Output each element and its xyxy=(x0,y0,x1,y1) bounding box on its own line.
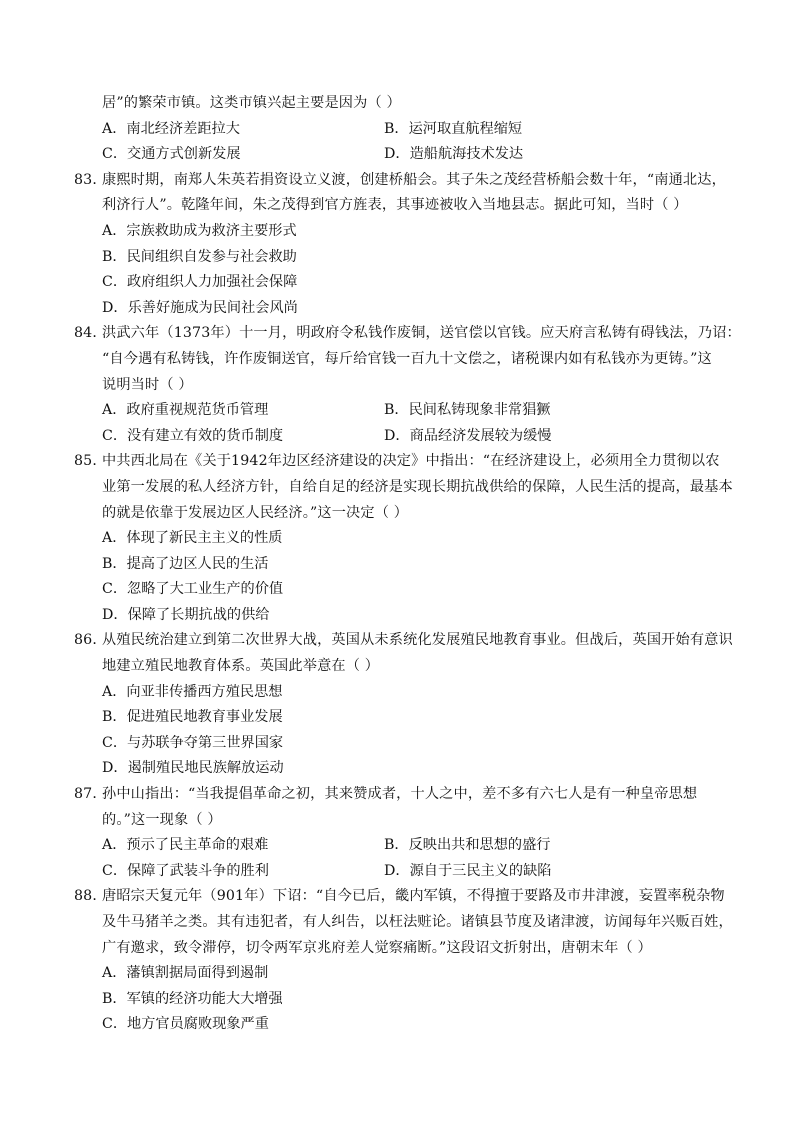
option-b: B．军镇的经济功能大大增强 xyxy=(102,990,283,1007)
question-number: 86． xyxy=(74,632,107,649)
option-b: B．民间私铸现象非常猖獗 xyxy=(384,402,551,419)
option-d: D．源自于三民主义的缺陷 xyxy=(384,862,552,879)
question-text: 从殖民统治建立到第二次世界大战，英国从未系统化发展殖民地教育事业。但战后，英国开始有意识 xyxy=(102,632,733,649)
option-d: D．乐善好施成为民间社会风尚 xyxy=(102,299,298,316)
question-85-line-2: 业第一发展的私人经济方针，自给自足的经济是实现长期抗战供给的保障，人民生活的提高，最基本 xyxy=(102,478,733,495)
option-row xyxy=(74,398,734,424)
question-text: 康熙时期，南郑人朱英若捐资设立义渡，创建桥船会。其子朱之茂经营桥船会数十年，“南通北达， xyxy=(102,171,726,188)
question-87-line-2: 的。”这一现象（ ） xyxy=(102,811,222,828)
option-d: D．保障了长期抗战的供给 xyxy=(102,606,270,623)
option-c: C．地方官员腐败现象严重 xyxy=(102,1016,269,1033)
question-85-line-3: 的就是依靠于发展边区人民经济。”这一决定（ ） xyxy=(102,504,409,521)
question-84-line-2: “自今遇有私铸钱，许作废铜送官，每斤给官钱一百九十文偿之，诸税课内如有私钱亦为更铸。”这 xyxy=(102,350,712,367)
question-86-line-2: 地建立殖民地教育体系。英国此举意在（ ） xyxy=(102,658,380,675)
option-row xyxy=(74,117,734,143)
question-87-line-1 xyxy=(74,782,734,808)
option-d: D．商品经济发展较为缓慢 xyxy=(384,427,552,444)
option-c: C．交通方式创新发展 xyxy=(102,146,241,163)
option-c: C．政府组织人力加强社会保障 xyxy=(102,274,298,291)
option-a: A．藩镇割据局面得到遏制 xyxy=(102,965,269,982)
question-list xyxy=(74,91,741,1038)
option-a: A．南北经济差距拉大 xyxy=(102,120,240,137)
question-83-line-1 xyxy=(74,168,734,194)
option-c: C．没有建立有效的货币制度 xyxy=(102,427,284,444)
option-b: B．促进殖民地教育事业发展 xyxy=(102,709,283,726)
option-row xyxy=(74,142,734,168)
question-86-line-1 xyxy=(74,628,734,654)
option-d: D．遏制殖民地民族解放运动 xyxy=(102,760,284,777)
question-number: 84． xyxy=(74,325,107,342)
option-c: C．保障了武装斗争的胜利 xyxy=(102,862,269,879)
question-number: 88． xyxy=(74,888,107,905)
option-a: A．预示了民主革命的艰难 xyxy=(102,837,269,854)
option-row xyxy=(74,424,734,450)
option-a: A．向亚非传播西方殖民思想 xyxy=(102,683,283,700)
question-text: 唐昭宗天复元年（901年）下诏：“自今已后，畿内军镇，不得擅于要路及市井津渡，妄置率税杂物 xyxy=(102,888,725,905)
option-d: D．造船航海技术发达 xyxy=(384,146,524,163)
option-a: A．宗族救助成为救济主要形式 xyxy=(102,222,297,239)
question-number: 85． xyxy=(74,453,107,470)
question-text: 中共西北局在《关于1942年边区经济建设的决定》中指出：“在经济建设上，必须用全力贯彻以农 xyxy=(102,453,720,470)
option-c: C．与苏联争夺第三世界国家 xyxy=(102,734,284,751)
option-row xyxy=(74,859,734,885)
option-b: B．反映出共和思想的盛行 xyxy=(384,837,551,854)
option-b: B．提高了边区人民的生活 xyxy=(102,555,269,572)
question-84-line-1 xyxy=(74,321,741,347)
option-b: B．民间组织自发参与社会救助 xyxy=(102,248,297,265)
question-text: 孙中山指出：“当我提倡革命之初，其来赞成者，十人之中，差不多有六七人是有一种皇帝思想 xyxy=(102,786,698,803)
question-85-line-1 xyxy=(74,449,734,475)
option-b: B．运河取直航程缩短 xyxy=(384,120,523,137)
question-88-line-1 xyxy=(74,884,734,910)
option-a: A．政府重视规范货币管理 xyxy=(102,402,269,419)
option-c: C．忽略了大工业生产的价值 xyxy=(102,581,284,598)
question-continuation-text: 居”的繁荣市镇。这类市镇兴起主要是因为（ ） xyxy=(102,95,401,111)
question-84-line-3: 说明当时（ ） xyxy=(102,376,193,393)
question-number: 87． xyxy=(74,786,107,803)
question-88-line-2: 及牛马猪羊之类。其有违犯者，有人纠告，以枉法赃论。诸镇县节度及诸津渡，访闻每年兴贩百姓， xyxy=(102,914,733,930)
question-text: 洪武六年（1373年）十一月，明政府令私钱作废铜，送官偿以官钱。应天府言私铸有碍钱法，乃诏： xyxy=(102,325,741,342)
question-83-line-2: 利济行人”。乾隆年间，朱之茂得到官方旌表，其事迹被收入当地县志。据此可知，当时（ ） xyxy=(102,197,688,214)
option-a: A．体现了新民主主义的性质 xyxy=(102,530,283,547)
question-88-line-3: 广有邀求，致令滞停，切令两军京兆府差人觉察痛断。”这段诏文折射出，唐朝末年（ ） xyxy=(102,939,652,956)
question-number: 83． xyxy=(74,171,107,188)
option-row xyxy=(74,833,734,859)
